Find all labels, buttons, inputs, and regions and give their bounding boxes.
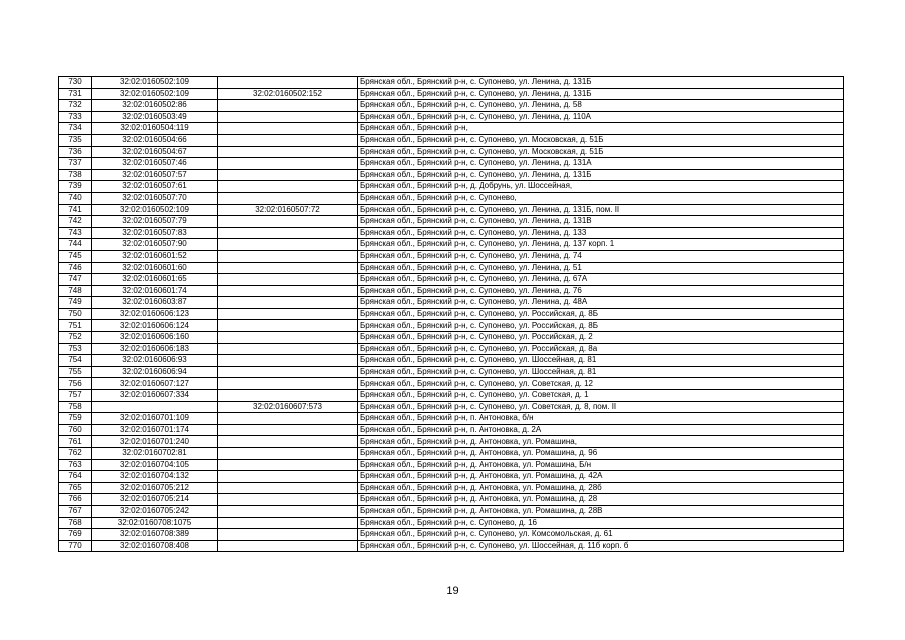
address-cell: Брянская обл., Брянский р-н, с. Супонево, ул. Российская, д. 8Б [358,320,844,332]
address-cell: Брянская обл., Брянский р-н, с. Супонево, ул. Ленина, д. 48А [358,297,844,309]
parent-cadastral-number-cell [218,378,358,390]
row-number-cell: 767 [59,505,92,517]
address-cell: Брянская обл., Брянский р-н, д. Добрунь, ул. Шоссейная, [358,181,844,193]
address-cell: Брянская обл., Брянский р-н, с. Супонево, ул. Ленина, д. 131Б [358,88,844,100]
cadastral-number-cell: 32:02:0160701:109 [92,413,218,425]
table-row [59,505,844,517]
cadastral-number-cell: 32:02:0160504:119 [92,123,218,135]
row-number-cell: 736 [59,146,92,158]
address-cell: Брянская обл., Брянский р-н, с. Супонево, д. 16 [358,517,844,529]
row-number-cell: 756 [59,378,92,390]
address-cell: Брянская обл., Брянский р-н, с. Супонево, ул. Московская, д. 51Б [358,146,844,158]
parent-cadastral-number-cell [218,505,358,517]
parent-cadastral-number-cell [218,413,358,425]
table-row [59,227,844,239]
cadastral-number-cell: 32:02:0160702:81 [92,448,218,460]
cadastral-number-cell: 32:02:0160704:105 [92,459,218,471]
table-row [59,204,844,216]
row-number-cell: 764 [59,471,92,483]
address-cell: Брянская обл., Брянский р-н, с. Супонево, ул. Советская, д. 8, пом. II [358,401,844,413]
address-cell: Брянская обл., Брянский р-н, с. Супонево, ул. Комсомольская, д. 61 [358,529,844,541]
address-cell: Брянская обл., Брянский р-н, с. Супонево, ул. Ленина, д. 131Б [358,77,844,89]
row-number-cell: 739 [59,181,92,193]
row-number-cell: 763 [59,459,92,471]
row-number-cell: 730 [59,77,92,89]
table-row [59,250,844,262]
address-cell: Брянская обл., Брянский р-н, [358,123,844,135]
table-row [59,390,844,402]
row-number-cell: 748 [59,285,92,297]
address-cell: Брянская обл., Брянский р-н, с. Супонево, ул. Российская, д. 8Б [358,308,844,320]
address-cell: Брянская обл., Брянский р-н, с. Супонево, ул. Ленина, д. 131А [358,158,844,170]
registry-table-body [59,77,844,552]
row-number-cell: 759 [59,413,92,425]
cadastral-number-cell: 32:02:0160606:183 [92,343,218,355]
address-cell: Брянская обл., Брянский р-н, с. Супонево, ул. Ленина, д. 137 корп. 1 [358,239,844,251]
parent-cadastral-number-cell [218,343,358,355]
parent-cadastral-number-cell [218,459,358,471]
cadastral-number-cell: 32:02:0160705:214 [92,494,218,506]
address-cell: Брянская обл., Брянский р-н, д. Антоновка, ул. Ромашина, д. 28В [358,505,844,517]
cadastral-number-cell: 32:02:0160502:109 [92,77,218,89]
row-number-cell: 752 [59,332,92,344]
parent-cadastral-number-cell [218,262,358,274]
parent-cadastral-number-cell [218,158,358,170]
address-cell: Брянская обл., Брянский р-н, с. Супонево, ул. Ленина, д. 67А [358,274,844,286]
parent-cadastral-number-cell [218,239,358,251]
cadastral-number-cell: 32:02:0160503:49 [92,111,218,123]
cadastral-number-cell: 32:02:0160502:109 [92,88,218,100]
address-cell: Брянская обл., Брянский р-н, с. Супонево, ул. Московская, д. 51Б [358,134,844,146]
table-row [59,308,844,320]
table-row [59,77,844,89]
parent-cadastral-number-cell [218,517,358,529]
parent-cadastral-number-cell [218,169,358,181]
table-row [59,494,844,506]
table-row [59,274,844,286]
row-number-cell: 740 [59,192,92,204]
cadastral-number-cell: 32:02:0160708:389 [92,529,218,541]
cadastral-number-cell: 32:02:0160601:52 [92,250,218,262]
cadastral-number-cell: 32:02:0160704:132 [92,471,218,483]
cadastral-number-cell: 32:02:0160606:93 [92,355,218,367]
table-row [59,332,844,344]
parent-cadastral-number-cell [218,123,358,135]
parent-cadastral-number-cell [218,250,358,262]
table-row [59,262,844,274]
row-number-cell: 765 [59,482,92,494]
cadastral-number-cell: 32:02:0160507:46 [92,158,218,170]
cadastral-number-cell: 32:02:0160607:334 [92,390,218,402]
table-row [59,517,844,529]
table-row [59,216,844,228]
cadastral-number-cell [92,401,218,413]
parent-cadastral-number-cell [218,332,358,344]
parent-cadastral-number-cell [218,111,358,123]
table-row [59,413,844,425]
cadastral-number-cell: 32:02:0160504:66 [92,134,218,146]
row-number-cell: 757 [59,390,92,402]
row-number-cell: 737 [59,158,92,170]
table-row [59,192,844,204]
row-number-cell: 754 [59,355,92,367]
cadastral-number-cell: 32:02:0160601:60 [92,262,218,274]
address-cell: Брянская обл., Брянский р-н, с. Супонево, ул. Ленина, д. 58 [358,100,844,112]
parent-cadastral-number-cell [218,308,358,320]
cadastral-number-cell: 32:02:0160603:87 [92,297,218,309]
cadastral-number-cell: 32:02:0160507:61 [92,181,218,193]
row-number-cell: 733 [59,111,92,123]
parent-cadastral-number-cell [218,285,358,297]
row-number-cell: 766 [59,494,92,506]
row-number-cell: 762 [59,448,92,460]
address-cell: Брянская обл., Брянский р-н, с. Супонево, ул. Ленина, д. 131В [358,216,844,228]
table-row [59,239,844,251]
cadastral-number-cell: 32:02:0160701:174 [92,424,218,436]
row-number-cell: 743 [59,227,92,239]
cadastral-number-cell: 32:02:0160507:83 [92,227,218,239]
address-cell: Брянская обл., Брянский р-н, с. Супонево, ул. Ленина, д. 131Б [358,169,844,181]
cadastral-number-cell: 32:02:0160507:57 [92,169,218,181]
row-number-cell: 732 [59,100,92,112]
row-number-cell: 769 [59,529,92,541]
parent-cadastral-number-cell [218,216,358,228]
address-cell: Брянская обл., Брянский р-н, с. Супонево, ул. Российская, д. 2 [358,332,844,344]
cadastral-number-cell: 32:02:0160601:74 [92,285,218,297]
parent-cadastral-number-cell [218,274,358,286]
parent-cadastral-number-cell: 32:02:0160607:573 [218,401,358,413]
table-row [59,540,844,552]
cadastral-number-cell: 32:02:0160705:242 [92,505,218,517]
address-cell: Брянская обл., Брянский р-н, д. Антоновка, ул. Ромашина, д. 42А [358,471,844,483]
table-row [59,436,844,448]
parent-cadastral-number-cell [218,471,358,483]
row-number-cell: 758 [59,401,92,413]
cadastral-number-cell: 32:02:0160507:90 [92,239,218,251]
address-cell: Брянская обл., Брянский р-н, с. Супонево, ул. Ленина, д. 74 [358,250,844,262]
cadastral-number-cell: 32:02:0160708:1075 [92,517,218,529]
parent-cadastral-number-cell [218,529,358,541]
cadastral-number-cell: 32:02:0160606:94 [92,366,218,378]
table-row [59,146,844,158]
address-cell: Брянская обл., Брянский р-н, с. Супонево, ул. Российская, д. 8а [358,343,844,355]
parent-cadastral-number-cell [218,494,358,506]
row-number-cell: 747 [59,274,92,286]
table-row [59,343,844,355]
table-row [59,297,844,309]
row-number-cell: 738 [59,169,92,181]
row-number-cell: 744 [59,239,92,251]
parent-cadastral-number-cell: 32:02:0160507:72 [218,204,358,216]
address-cell: Брянская обл., Брянский р-н, п. Антоновка, б/н [358,413,844,425]
address-cell: Брянская обл., Брянский р-н, с. Супонево, ул. Шоссейная, д. 81 [358,355,844,367]
row-number-cell: 770 [59,540,92,552]
table-row [59,448,844,460]
address-cell: Брянская обл., Брянский р-н, д. Антоновка, ул. Ромашина, д. 28 [358,494,844,506]
table-row [59,471,844,483]
row-number-cell: 761 [59,436,92,448]
table-row [59,459,844,471]
row-number-cell: 768 [59,517,92,529]
table-row [59,123,844,135]
address-cell: Брянская обл., Брянский р-н, д. Антоновка, ул. Ромашина, Б/н [358,459,844,471]
cadastral-number-cell: 32:02:0160607:127 [92,378,218,390]
cadastral-number-cell: 32:02:0160705:212 [92,482,218,494]
table-row [59,181,844,193]
row-number-cell: 746 [59,262,92,274]
row-number-cell: 750 [59,308,92,320]
address-cell: Брянская обл., Брянский р-н, п. Антоновка, д. 2А [358,424,844,436]
row-number-cell: 753 [59,343,92,355]
row-number-cell: 755 [59,366,92,378]
address-cell: Брянская обл., Брянский р-н, с. Супонево, ул. Шоссейная, д. 81 [358,366,844,378]
table-row [59,401,844,413]
row-number-cell: 760 [59,424,92,436]
cadastral-number-cell: 32:02:0160606:123 [92,308,218,320]
parent-cadastral-number-cell [218,366,358,378]
cadastral-number-cell: 32:02:0160502:86 [92,100,218,112]
row-number-cell: 742 [59,216,92,228]
cadastral-number-cell: 32:02:0160606:160 [92,332,218,344]
cadastral-number-cell: 32:02:0160701:240 [92,436,218,448]
address-cell: Брянская обл., Брянский р-н, д. Антоновка, ул. Ромашина, д. 28б [358,482,844,494]
parent-cadastral-number-cell [218,100,358,112]
row-number-cell: 734 [59,123,92,135]
address-cell: Брянская обл., Брянский р-н, с. Супонево, [358,192,844,204]
table-row [59,158,844,170]
address-cell: Брянская обл., Брянский р-н, д. Антоновка, ул. Ромашина, д. 96 [358,448,844,460]
parent-cadastral-number-cell [218,77,358,89]
row-number-cell: 751 [59,320,92,332]
cadastral-number-cell: 32:02:0160504:67 [92,146,218,158]
table-row [59,134,844,146]
row-number-cell: 749 [59,297,92,309]
page-number: 19 [446,585,459,597]
cadastral-number-cell: 32:02:0160606:124 [92,320,218,332]
cadastral-number-cell: 32:02:0160502:109 [92,204,218,216]
parent-cadastral-number-cell [218,192,358,204]
parent-cadastral-number-cell [218,134,358,146]
table-row [59,111,844,123]
table-row [59,424,844,436]
cadastral-number-cell: 32:02:0160507:79 [92,216,218,228]
address-cell: Брянская обл., Брянский р-н, с. Супонево, ул. Советская, д. 12 [358,378,844,390]
table-row [59,320,844,332]
row-number-cell: 731 [59,88,92,100]
table-row [59,482,844,494]
parent-cadastral-number-cell [218,355,358,367]
table-row [59,285,844,297]
parent-cadastral-number-cell: 32:02:0160502:152 [218,88,358,100]
table-row [59,378,844,390]
address-cell: Брянская обл., Брянский р-н, с. Супонево, ул. Ленина, д. 51 [358,262,844,274]
row-number-cell: 745 [59,250,92,262]
table-row [59,355,844,367]
table-row [59,169,844,181]
table-row [59,529,844,541]
parent-cadastral-number-cell [218,297,358,309]
row-number-cell: 741 [59,204,92,216]
address-cell: Брянская обл., Брянский р-н, с. Супонево, ул. Шоссейная, д. 11б корп. б [358,540,844,552]
parent-cadastral-number-cell [218,227,358,239]
address-cell: Брянская обл., Брянский р-н, д. Антоновка, ул. Ромашина, [358,436,844,448]
address-cell: Брянская обл., Брянский р-н, с. Супонево, ул. Ленина, д. 110А [358,111,844,123]
parent-cadastral-number-cell [218,181,358,193]
address-cell: Брянская обл., Брянский р-н, с. Супонево, ул. Ленина, д. 76 [358,285,844,297]
parent-cadastral-number-cell [218,146,358,158]
parent-cadastral-number-cell [218,320,358,332]
address-cell: Брянская обл., Брянский р-н, с. Супонево, ул. Ленина, д. 133 [358,227,844,239]
cadastral-number-cell: 32:02:0160507:70 [92,192,218,204]
parent-cadastral-number-cell [218,436,358,448]
parent-cadastral-number-cell [218,448,358,460]
cadastral-registry-table [58,76,844,552]
address-cell: Брянская обл., Брянский р-н, с. Супонево, ул. Ленина, д. 131Б, пом. II [358,204,844,216]
row-number-cell: 735 [59,134,92,146]
parent-cadastral-number-cell [218,390,358,402]
cadastral-number-cell: 32:02:0160708:408 [92,540,218,552]
table-row [59,100,844,112]
address-cell: Брянская обл., Брянский р-н, с. Супонево, ул. Советская, д. 1 [358,390,844,402]
parent-cadastral-number-cell [218,482,358,494]
table-row [59,88,844,100]
table-row [59,366,844,378]
parent-cadastral-number-cell [218,424,358,436]
parent-cadastral-number-cell [218,540,358,552]
cadastral-number-cell: 32:02:0160601:65 [92,274,218,286]
